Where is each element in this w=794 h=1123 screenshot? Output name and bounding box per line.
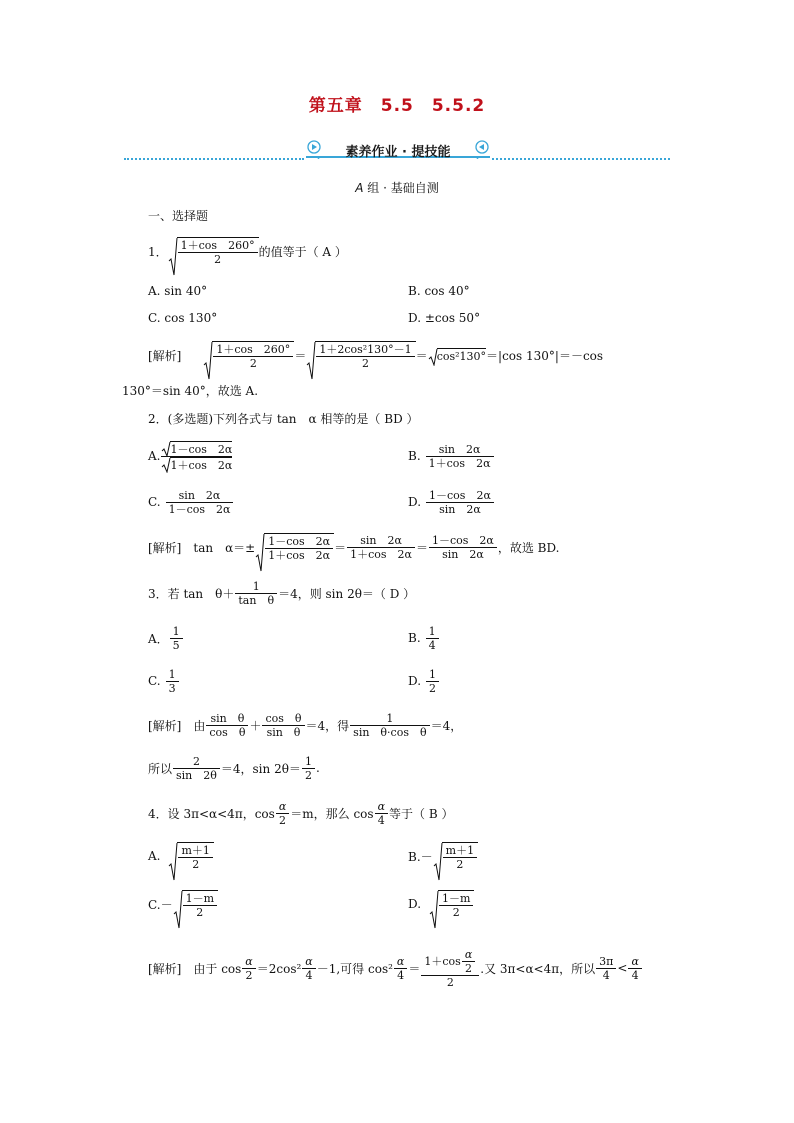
q4-sol-b: ＝2cos² <box>256 961 302 976</box>
q4-mid: ＝m，那么 cos <box>290 806 374 821</box>
q1-solution-label: [解析] <box>148 348 182 363</box>
q1-sol-radicand-3: cos²130° <box>436 349 487 363</box>
q4-d-den: 2 <box>439 905 473 919</box>
q1-sol-sqrt-1 <box>203 341 294 370</box>
radical-icon <box>168 237 178 277</box>
q3-tail: ＝4，则 sin 2θ＝（ D ） <box>278 586 416 601</box>
q3-sol-you: 由 <box>193 718 206 733</box>
q4-a-num: m＋1 <box>181 843 210 857</box>
radical-icon <box>433 842 443 882</box>
q4-sol-a: 由于 cos <box>193 961 242 976</box>
q3-option-b <box>408 621 440 655</box>
group-title <box>0 182 794 194</box>
q4-f2-num: α <box>377 799 385 813</box>
radical-icon <box>255 533 265 573</box>
question-4-stem <box>148 796 453 830</box>
q2-d-den: sin 2α <box>426 502 494 516</box>
question-3-stem <box>148 576 415 610</box>
q2-sol-den-2: 1＋cos 2α <box>347 547 415 561</box>
q1-option-c: C. cos 130° <box>148 311 218 325</box>
q4-sd-inner-den: 2 <box>462 961 475 975</box>
q2-solution <box>148 527 560 567</box>
q4-sd-den: 2 <box>421 975 479 989</box>
q4-sd-inner-num: α <box>464 947 473 961</box>
radical-icon <box>428 348 438 366</box>
q4-sf-num: α <box>631 954 639 968</box>
question-2-stem: 2．(多选题)下列各式与 tan α 相等的是（ BD ） <box>148 412 419 426</box>
q4-d-num: 1－m <box>442 891 471 905</box>
q2-sol-num-1: 1－cos 2α <box>268 534 331 548</box>
q1-solution-line-2: 130°＝sin 40°，故选 A. <box>122 384 259 398</box>
q2-c-den: 1－cos 2α <box>166 502 234 516</box>
q1-option-a: A. sin 40° <box>148 284 208 298</box>
group-title-text: 组 · 基础自测 <box>363 181 439 195</box>
q3-a-num: 1 <box>172 624 180 638</box>
q2-sol-num-3: 1－cos 2α <box>432 533 494 547</box>
section-banner <box>302 137 494 159</box>
q2-a-label: A. <box>148 449 161 463</box>
radical-icon <box>306 341 316 381</box>
q3-option-c <box>148 664 180 698</box>
q3-a-den: 5 <box>170 638 183 652</box>
q2-sol-lead: tan α＝± <box>193 540 256 555</box>
q4-f1-num: α <box>278 799 287 813</box>
q2-b-den: 1＋cos 2α <box>426 456 494 470</box>
q4-d-label: D. <box>408 897 422 911</box>
q4-b-num: m＋1 <box>445 843 475 857</box>
q3-lead: 3．若 tan θ＋ <box>148 586 235 601</box>
q1-solution <box>148 335 603 375</box>
q3-frac-den: tan θ <box>235 593 277 607</box>
q1-option-b: B. cos 40° <box>408 284 470 298</box>
q4-solution-label: [解析] <box>148 961 182 976</box>
q2-sol-den-3: sin 2α <box>429 547 497 561</box>
q4-sa-den: 2 <box>242 968 255 982</box>
radical-icon <box>161 441 171 457</box>
q4-sc-num: α <box>396 954 405 968</box>
q2-c-label: C. <box>148 495 161 509</box>
q3-b-den: 4 <box>426 638 439 652</box>
q2-option-a <box>148 436 233 476</box>
q3-c-num: 1 <box>168 667 176 681</box>
q2-sol-tail: ，故选 BD. <box>497 540 560 555</box>
q2-b-label: B. <box>408 449 421 463</box>
q2-option-d <box>408 485 495 519</box>
q4-sol-f: < <box>617 961 628 975</box>
q2-d-label: D. <box>408 495 422 509</box>
radical-icon <box>203 341 213 381</box>
q3-b-label: B. <box>408 631 421 645</box>
group-letter: A <box>355 181 364 195</box>
q3-sol-mid: ＝4，得 <box>305 718 350 733</box>
q4-c-num: 1－m <box>185 891 215 905</box>
banner-divider-right <box>492 158 670 160</box>
q3-frac-num: 1 <box>252 579 260 593</box>
q1-sol-sqrt-3 <box>428 348 486 363</box>
q4-sa-num: α <box>245 954 253 968</box>
q3-s3-den: sin θ·cos θ <box>350 725 429 739</box>
q1-sol-num-1: 1＋cos 260° <box>216 342 291 356</box>
q3-solution <box>148 708 462 742</box>
q3-l2-mid: ＝4，sin 2θ＝ <box>220 761 301 776</box>
q1-sol-num-2: 1＋2cos²130°－1 <box>319 342 412 356</box>
q3-option-a <box>148 621 184 655</box>
q2-sol-sqrt <box>255 533 334 562</box>
q3-s1-num: sin θ <box>210 711 245 725</box>
radical-icon <box>173 890 183 930</box>
q1-sol-tail: ＝|cos 130°|＝－cos <box>486 348 604 363</box>
q2-sol-num-2: sin 2α <box>360 533 402 547</box>
q3-s1-den: cos θ <box>206 725 248 739</box>
q3-l2-num: 2 <box>192 754 200 768</box>
q2-c-num: sin 2α <box>178 488 221 502</box>
q2-sol-den-1: 1＋cos 2α <box>265 548 333 562</box>
q2-a-num: 1－cos 2α <box>170 442 233 456</box>
q2-b-num: sin 2α <box>438 442 481 456</box>
q1-option-d: D. ±cos 50° <box>408 311 481 325</box>
banner-divider-left <box>124 158 304 160</box>
q3-plus: ＋ <box>249 718 262 733</box>
q3-l2-rn: 1 <box>304 754 312 768</box>
q1-sol-eq-2: ＝ <box>415 348 428 363</box>
q3-solution-label: [解析] <box>148 718 182 733</box>
q4-sol-d: ＝ <box>408 961 421 976</box>
q3-a-label: A． <box>148 631 169 646</box>
q1-sol-den-2: 2 <box>316 356 414 370</box>
section-heading: 一、选择题 <box>148 209 209 223</box>
q4-sc-den: 4 <box>394 968 407 982</box>
q4-lead: 4．设 3π<α<4π，cos <box>148 806 275 821</box>
q3-d-label: D. <box>408 674 422 688</box>
q2-d-num: 1－cos 2α <box>429 488 491 502</box>
q3-option-d <box>408 664 440 698</box>
q4-a-den: 2 <box>178 857 212 871</box>
radical-icon <box>429 890 439 930</box>
q4-se-den: 4 <box>596 968 616 982</box>
q1-sol-eq-1: ＝ <box>294 348 307 363</box>
radical-icon <box>161 457 171 473</box>
q3-s2-den: sin θ <box>262 725 304 739</box>
q4-sf-den: 4 <box>628 968 641 982</box>
q4-sd-num: 1＋cos <box>424 954 461 968</box>
q3-b-num: 1 <box>428 624 436 638</box>
q4-option-c <box>148 884 218 924</box>
q1-sol-sqrt-2 <box>306 341 415 370</box>
question-1-stem <box>148 231 347 271</box>
q4-se-num: 3π <box>599 954 614 968</box>
q4-option-b <box>408 836 478 876</box>
q2-option-c <box>148 485 234 519</box>
q2-a-den: 1＋cos 2α <box>170 458 233 472</box>
q4-solution <box>148 944 643 992</box>
q3-l2-end: . <box>315 761 320 775</box>
q4-sb-den: 4 <box>302 968 315 982</box>
q1-numerator: 1＋cos 260° <box>180 238 255 252</box>
q2-option-b <box>408 439 495 473</box>
q4-sol-c: －1,可得 cos² <box>316 961 393 976</box>
q4-option-a <box>148 836 214 876</box>
q4-tail: 等于（ B ） <box>389 806 454 821</box>
q3-d-num: 1 <box>429 667 437 681</box>
q4-b-label: B.－ <box>408 849 433 864</box>
q3-l2-rd: 2 <box>302 768 315 782</box>
radical-icon <box>168 842 178 882</box>
q3-c-label: C. <box>148 674 161 688</box>
q4-b-den: 2 <box>443 857 477 871</box>
q4-a-label: A. <box>148 849 161 863</box>
q2-sol-eq-1: ＝ <box>334 540 347 555</box>
q4-sol-e: .又 3π<α<4π，所以 <box>480 961 596 976</box>
banner-label: 素养作业 · 提技能 <box>345 145 451 160</box>
q4-f1-den: 2 <box>276 813 289 827</box>
q1-sqrt <box>168 237 259 266</box>
q1-tail: 的值等于（ A ） <box>258 244 347 259</box>
q3-s3-num: 1 <box>386 711 394 725</box>
q1-denominator: 2 <box>178 252 258 266</box>
q4-c-den: 2 <box>183 905 217 919</box>
q3-solution-line-2 <box>148 751 320 785</box>
q4-f2-den: 4 <box>375 813 388 827</box>
q2-sol-eq-2: ＝ <box>415 540 428 555</box>
page-title: 第五章 5.5 5.5.2 <box>308 96 486 116</box>
q3-d-den: 2 <box>426 681 439 695</box>
q4-option-d <box>408 884 474 924</box>
q4-sb-num: α <box>305 954 313 968</box>
q3-c-den: 3 <box>166 681 179 695</box>
q1-number: 1． <box>148 244 168 259</box>
q4-c-label: C.－ <box>148 897 173 912</box>
q3-l2-den: sin 2θ <box>173 768 220 782</box>
q3-s2-num: cos θ <box>265 711 302 725</box>
q2-solution-label: [解析] <box>148 540 182 555</box>
q3-l2-lead: 所以 <box>148 761 173 776</box>
q3-sol-end: ＝4， <box>430 718 463 733</box>
q1-sol-den-1: 2 <box>213 356 293 370</box>
